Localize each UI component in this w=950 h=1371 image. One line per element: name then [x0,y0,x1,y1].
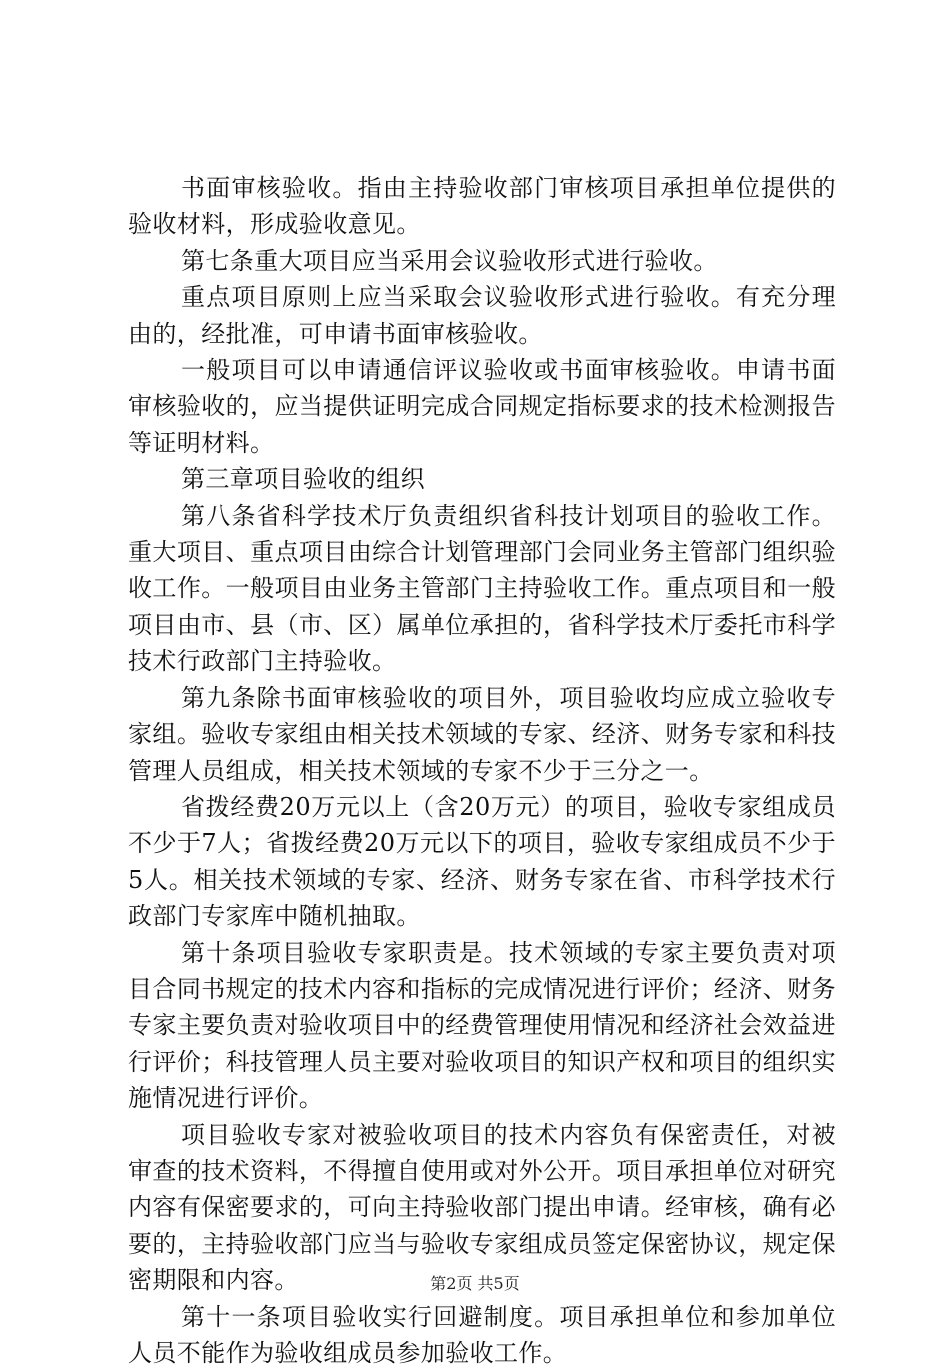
paragraph-article-9: 第九条除书面审核验收的项目外，项目验收均应成立验收专家组。验收专家组由相关技术领域的专家、经济、财务专家和科技管理人员组成，相关技术领域的专家不少于三分之一。 [128,683,836,785]
document-body [128,170,836,1371]
paragraph-article-10: 第十条项目验收专家职责是。技术领域的专家主要负责对项目合同书规定的技术内容和指标的完成情况进行评价；经济、财务专家主要负责对验收项目中的经费管理使用情况和经济社会效益进行评价；科技管理人员主要对验收项目的知识产权和项目的组织实施情况进行评价。 [128,938,836,1113]
paragraph-funding-threshold: 省拨经费20万元以上（含20万元）的项目，验收专家组成员不少于7人；省拨经费20万元以下的项目，验收专家组成员不少于5人。相关技术领域的专家、经济、财务专家在省、市科学技术行政部门专家库中随机抽取。 [128,792,836,931]
paragraph-written-review: 书面审核验收。指由主持验收部门审核项目承担单位提供的验收材料，形成验收意见。 [128,174,836,239]
paragraph-article-8: 第八条省科学技术厅负责组织省科技计划项目的验收工作。重大项目、重点项目由综合计划管理部门会同业务主管部门组织验收工作。一般项目由业务主管部门主持验收工作。重点项目和一般项目由市、县（市、区）属单位承担的，省科学技术厅委托市科学技术行政部门主持验收。 [128,501,836,676]
paragraph-confidentiality: 项目验收专家对被验收项目的技术内容负有保密责任，对被审查的技术资料，不得擅自使用或对外公开。项目承担单位对研究内容有保密要求的，可向主持验收部门提出申请。经审核，确有必要的，主持验收部门应当与验收专家组成员签定保密协议，规定保密期限和内容。 [128,1120,836,1295]
page-number-footer: 第2页 共5页 [430,1274,520,1293]
paragraph-article-11: 第十一条项目验收实行回避制度。项目承担单位和参加单位人员不能作为验收组成员参加验收工作。 [128,1302,836,1367]
paragraph-article-7: 第七条重大项目应当采用会议验收形式进行验收。 [181,246,718,275]
paragraph-key-projects: 重点项目原则上应当采取会议验收形式进行验收。有充分理由的，经批准，可申请书面审核验收。 [128,283,836,348]
paragraph-general-projects: 一般项目可以申请通信评议验收或书面审核验收。申请书面审核验收的，应当提供证明完成合同规定指标要求的技术检测报告等证明材料。 [128,356,836,457]
chapter-heading-3: 第三章项目验收的组织 [181,465,425,494]
